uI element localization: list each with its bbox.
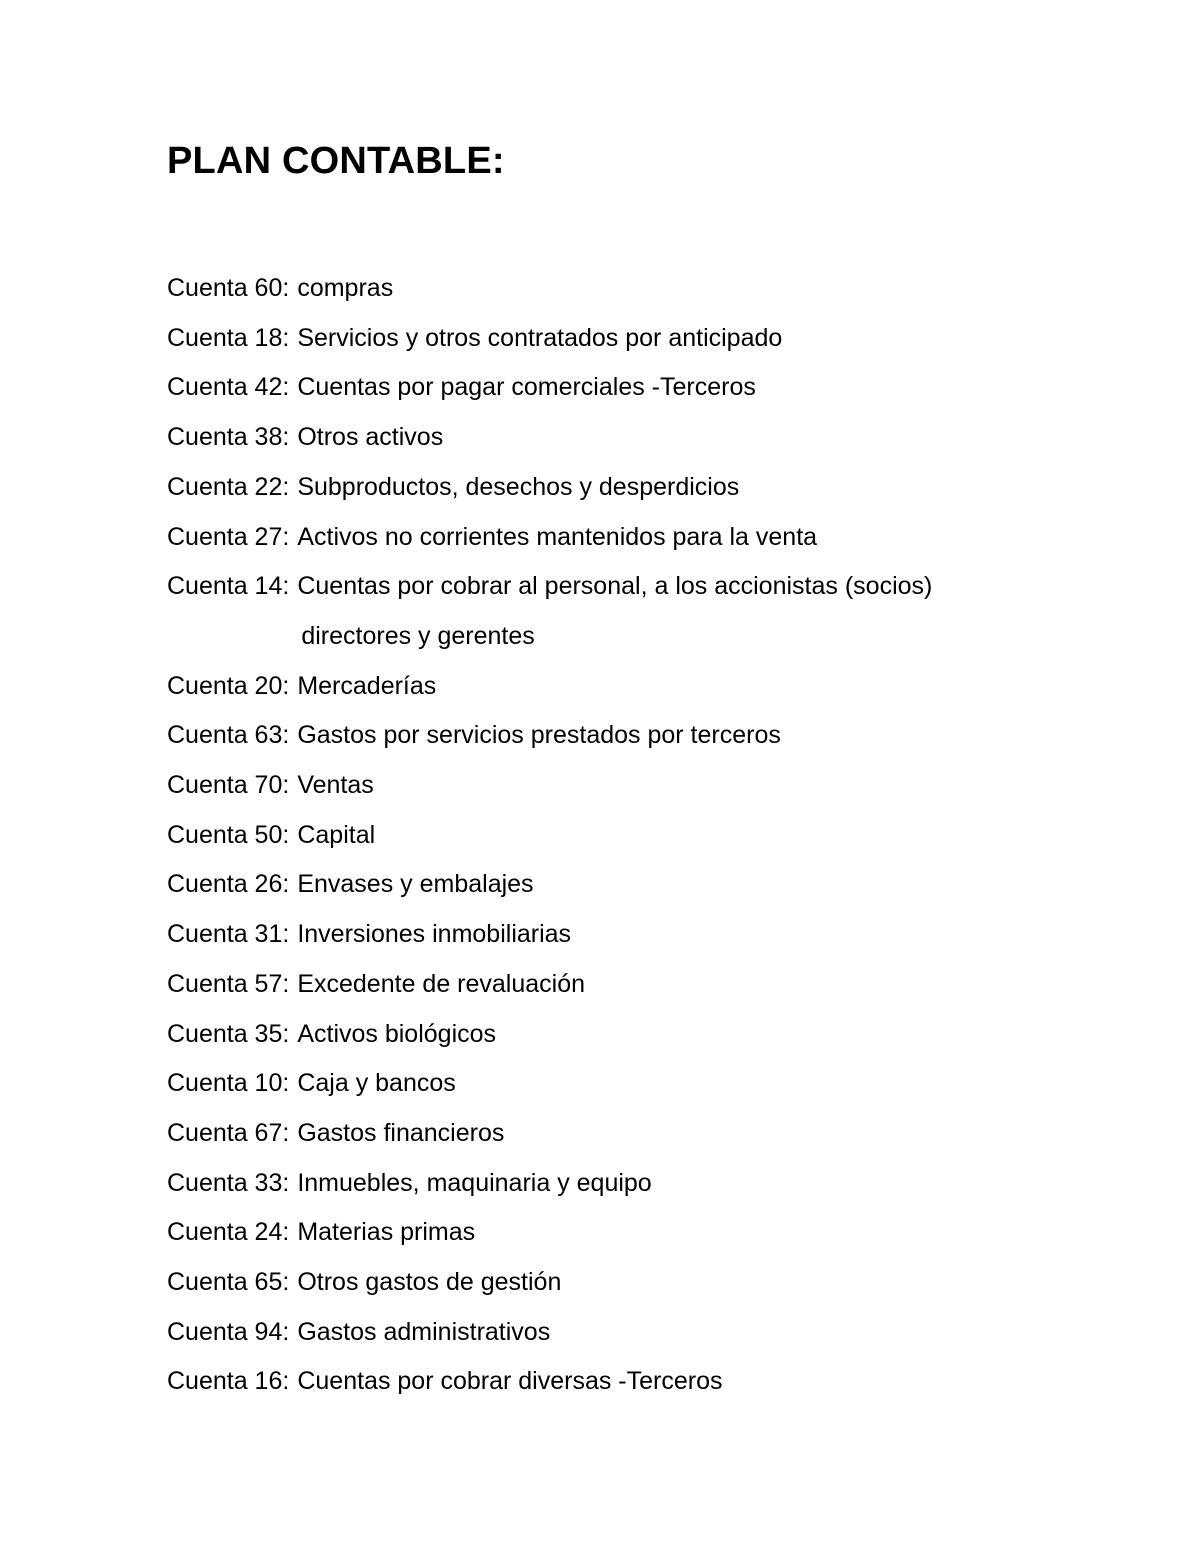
- account-entry: [167, 860, 1067, 910]
- account-entry: [167, 960, 1067, 1010]
- account-description: Inmuebles, maquinaria y equipo: [297, 1168, 652, 1197]
- account-entry: [167, 463, 1067, 513]
- account-code: Cuenta 35:: [167, 1019, 290, 1048]
- account-entry: [167, 1059, 1067, 1109]
- account-code: Cuenta 20:: [167, 671, 290, 700]
- account-description: Ventas: [297, 771, 374, 800]
- account-code: Cuenta 65:: [167, 1268, 290, 1297]
- account-code: Cuenta 38:: [167, 423, 290, 452]
- account-code: Cuenta 27:: [167, 522, 290, 551]
- account-entry: [167, 363, 1067, 413]
- account-entry: [167, 1357, 1067, 1407]
- account-code: Cuenta 16:: [167, 1367, 290, 1396]
- account-entry: [167, 314, 1067, 364]
- account-entry: [167, 562, 1067, 661]
- account-code: Cuenta 18:: [167, 323, 290, 352]
- account-code: Cuenta 63:: [167, 721, 290, 750]
- account-description: Activos biológicos: [297, 1019, 497, 1048]
- account-entry: [167, 1258, 1067, 1308]
- account-description: Gastos administrativos: [297, 1317, 551, 1346]
- account-description: Envases y embalajes: [297, 870, 534, 899]
- account-entry: [167, 662, 1067, 712]
- account-code: Cuenta 10:: [167, 1069, 290, 1098]
- account-description: Capital: [297, 820, 376, 849]
- account-entry: [167, 1308, 1067, 1358]
- account-description-line1: Cuentas por cobrar al personal, a los accionistas (socios): [297, 572, 933, 601]
- account-code: Cuenta 24:: [167, 1218, 290, 1247]
- account-entry: [167, 811, 1067, 861]
- account-description: Cuentas por pagar comerciales -Terceros: [297, 373, 756, 402]
- account-description: Gastos financieros: [297, 1118, 505, 1147]
- account-entry: [167, 910, 1067, 960]
- account-description: Servicios y otros contratados por anticipado: [297, 323, 783, 352]
- account-entry: [167, 264, 1067, 314]
- account-description: Inversiones inmobiliarias: [297, 920, 572, 949]
- account-description: Otros activos: [297, 423, 444, 452]
- account-code: Cuenta 60:: [167, 274, 290, 302]
- account-description: Otros gastos de gestión: [297, 1268, 562, 1297]
- account-code: Cuenta 70:: [167, 771, 290, 800]
- account-entry: [167, 413, 1067, 463]
- account-code: Cuenta 26:: [167, 870, 290, 899]
- account-description: compras: [297, 274, 394, 302]
- account-code: Cuenta 14:: [167, 572, 290, 601]
- account-entry: [167, 761, 1067, 811]
- account-description: Activos no corrientes mantenidos para la venta: [297, 522, 818, 551]
- account-entry: [167, 1010, 1067, 1060]
- account-description: Cuentas por cobrar diversas -Terceros: [297, 1367, 723, 1396]
- account-entry: [167, 1159, 1067, 1209]
- account-code: Cuenta 31:: [167, 920, 290, 949]
- account-entry: [167, 711, 1067, 761]
- account-description: Caja y bancos: [297, 1069, 456, 1098]
- account-code: Cuenta 67:: [167, 1118, 290, 1147]
- account-code: Cuenta 33:: [167, 1168, 290, 1197]
- account-entry: [167, 1109, 1067, 1159]
- account-list: [167, 264, 1067, 1407]
- account-code: Cuenta 22:: [167, 472, 290, 501]
- account-description: Gastos por servicios prestados por terceros: [297, 721, 781, 750]
- account-description-line2: directores y gerentes: [301, 621, 535, 650]
- account-code: Cuenta 50:: [167, 820, 290, 849]
- page-title: PLAN CONTABLE:: [167, 140, 505, 182]
- account-code: Cuenta 57:: [167, 969, 290, 998]
- account-description: Materias primas: [297, 1218, 476, 1247]
- account-description: Excedente de revaluación: [297, 969, 586, 998]
- account-description: Mercaderías: [297, 671, 437, 700]
- account-code: Cuenta 94:: [167, 1317, 290, 1346]
- account-entry: [167, 513, 1067, 563]
- account-description: Subproductos, desechos y desperdicios: [297, 472, 740, 501]
- account-code: Cuenta 42:: [167, 373, 290, 402]
- account-entry: [167, 1208, 1067, 1258]
- account-description-multiline: [289, 562, 1017, 661]
